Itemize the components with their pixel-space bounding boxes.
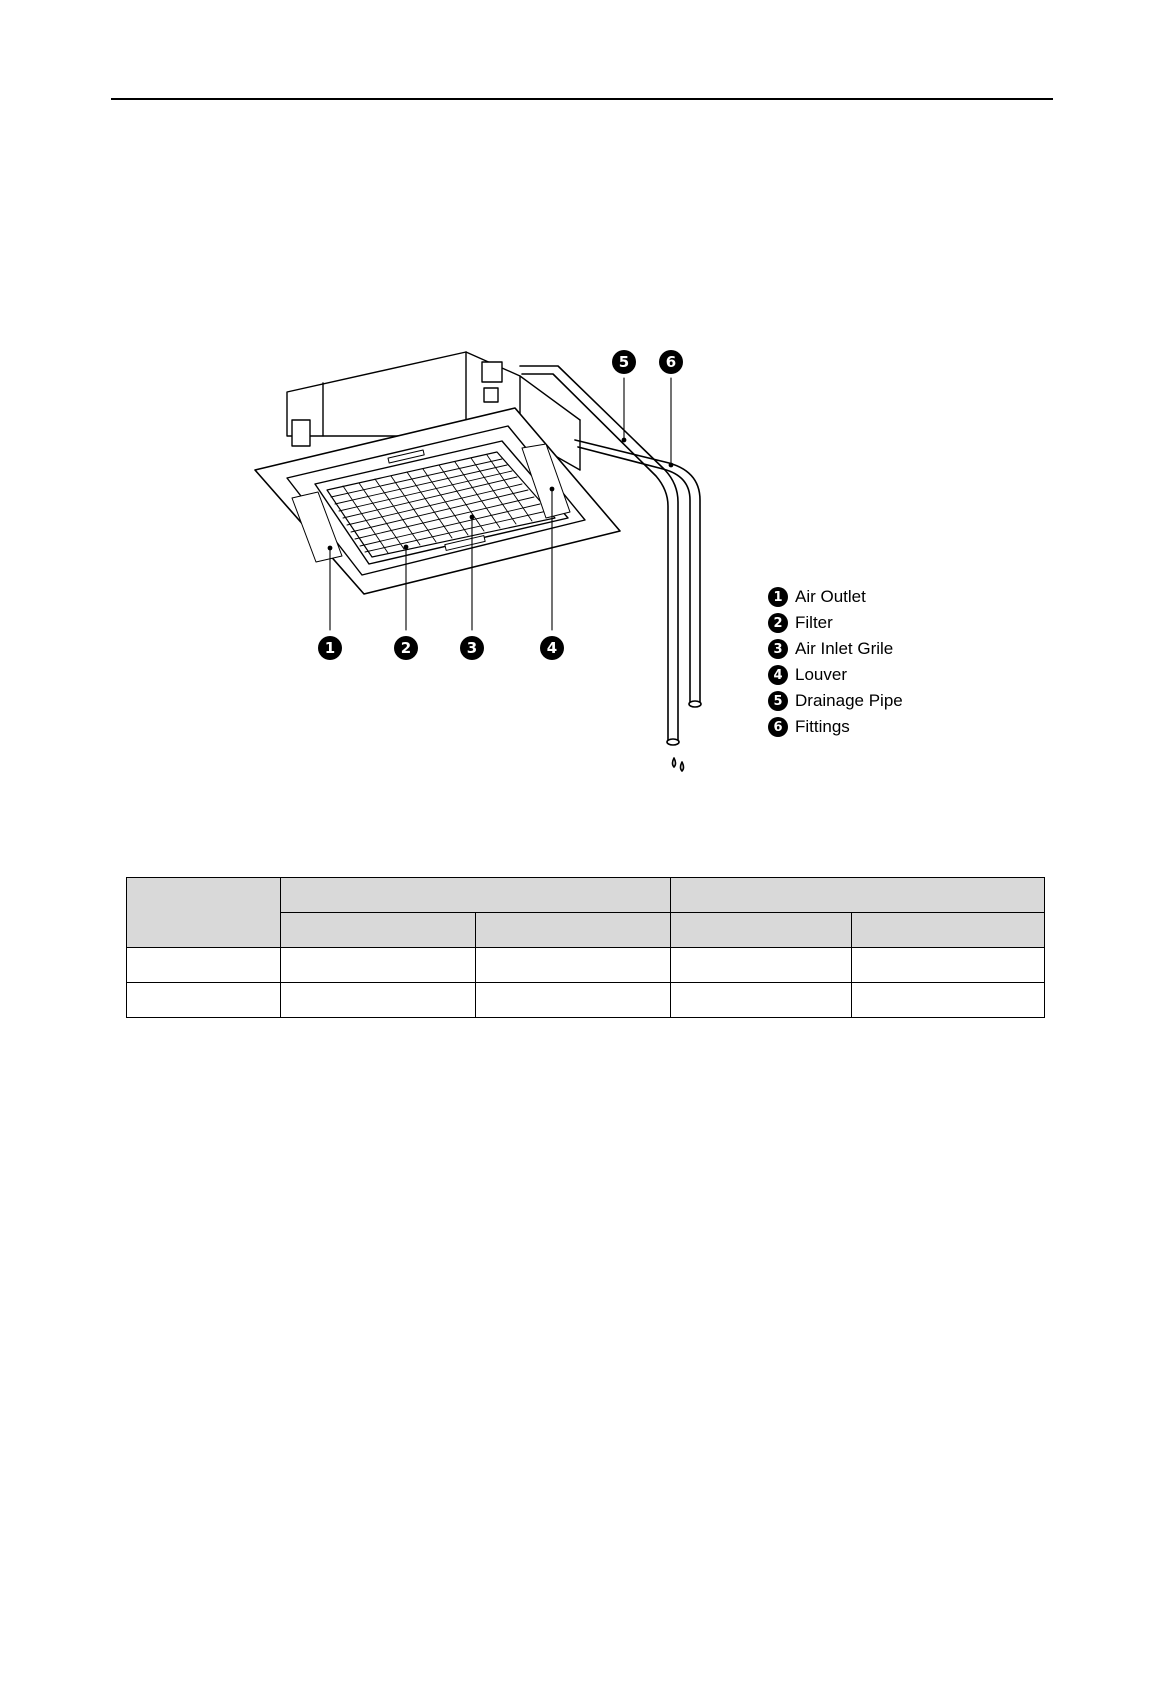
legend-number: 3 bbox=[768, 639, 788, 659]
callout-2-text: 2 bbox=[400, 639, 412, 657]
callout-3-text: 3 bbox=[466, 639, 478, 657]
table-header-cell bbox=[281, 878, 671, 913]
table-cell bbox=[127, 948, 281, 983]
legend-item bbox=[768, 688, 1008, 714]
spec-table bbox=[126, 877, 1045, 1018]
legend-item bbox=[768, 584, 1008, 610]
callout-2 bbox=[394, 636, 418, 660]
callout-4 bbox=[540, 636, 564, 660]
callout-4-text: 4 bbox=[546, 639, 558, 657]
legend-number: 1 bbox=[768, 587, 788, 607]
callout-3 bbox=[460, 636, 484, 660]
table-header-cell bbox=[476, 913, 671, 948]
callout-1-text: 1 bbox=[324, 639, 336, 657]
legend-label: Louver bbox=[795, 665, 847, 684]
legend-label: Filter bbox=[795, 613, 833, 632]
legend-number: 2 bbox=[768, 613, 788, 633]
callout-6 bbox=[659, 350, 683, 374]
legend-label: Air Inlet Grile bbox=[795, 639, 894, 658]
table-cell bbox=[671, 983, 852, 1018]
table-row bbox=[127, 948, 1045, 983]
table-cell bbox=[127, 983, 281, 1018]
table-header-row bbox=[127, 878, 1045, 913]
callout-6-text: 6 bbox=[665, 353, 677, 371]
table-cell bbox=[852, 983, 1045, 1018]
table-row bbox=[127, 983, 1045, 1018]
parts-legend bbox=[768, 584, 1008, 740]
legend-label: Air Outlet bbox=[795, 587, 866, 606]
table-header-cell bbox=[127, 878, 281, 948]
legend-number: 5 bbox=[768, 691, 788, 711]
table-cell bbox=[281, 983, 476, 1018]
legend-label: Fittings bbox=[795, 717, 850, 736]
legend-item bbox=[768, 636, 1008, 662]
table-header-cell bbox=[281, 913, 476, 948]
callout-5 bbox=[612, 350, 636, 374]
table-cell bbox=[852, 948, 1045, 983]
table-header-cell bbox=[671, 913, 852, 948]
pipes bbox=[520, 366, 701, 771]
legend-item bbox=[768, 610, 1008, 636]
legend-item bbox=[768, 714, 1008, 740]
table-cell bbox=[281, 948, 476, 983]
legend-number: 6 bbox=[768, 717, 788, 737]
callout-5-text: 5 bbox=[618, 353, 630, 371]
table-header-cell bbox=[671, 878, 1045, 913]
legend-number: 4 bbox=[768, 665, 788, 685]
table-cell bbox=[671, 948, 852, 983]
legend-label: Drainage Pipe bbox=[795, 691, 903, 710]
table-cell bbox=[476, 983, 671, 1018]
table-header-cell bbox=[852, 913, 1045, 948]
callout-1 bbox=[318, 636, 342, 660]
table-cell bbox=[476, 948, 671, 983]
legend-item bbox=[768, 662, 1008, 688]
